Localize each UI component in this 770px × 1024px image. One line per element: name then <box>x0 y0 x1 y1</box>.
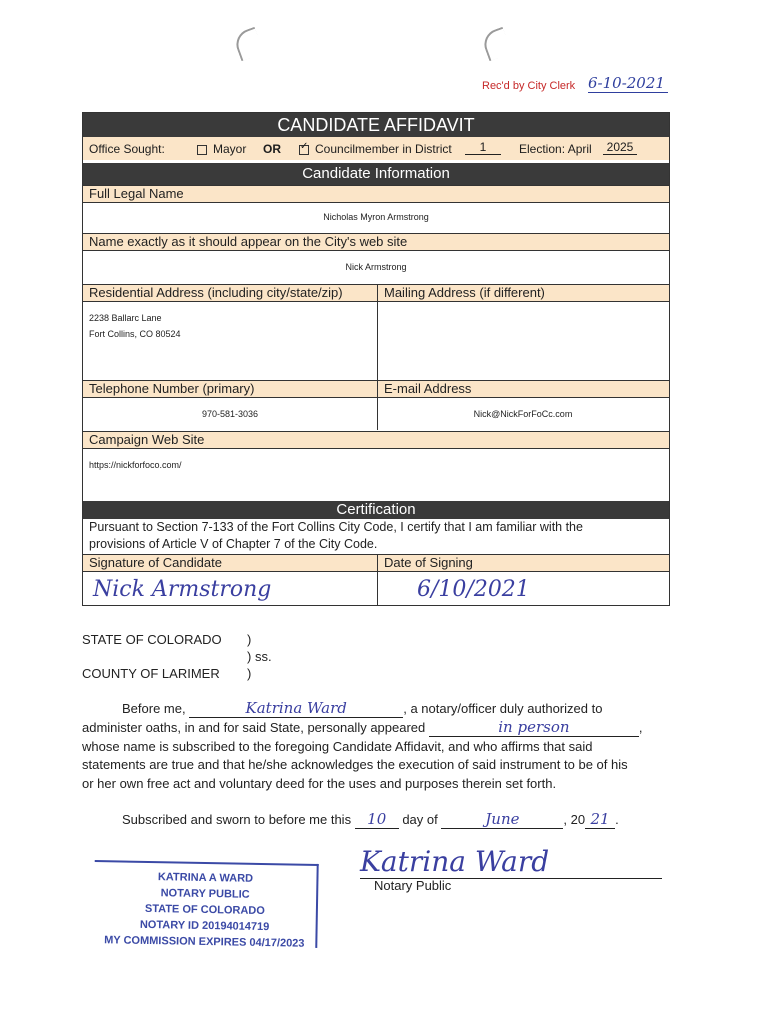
sworn-year[interactable]: 21 <box>585 810 615 829</box>
mailing-label: Mailing Address (if different) <box>384 285 545 300</box>
sworn-day[interactable]: 10 <box>355 810 399 829</box>
officer-name[interactable]: Katrina Ward <box>189 699 403 718</box>
councilmember-label: Councilmember in District <box>315 142 452 156</box>
stamp-line1: KATRINA A WARD <box>157 871 254 885</box>
county-line: COUNTY OF LARIMER <box>82 666 220 681</box>
office-sought-label: Office Sought: <box>89 142 165 156</box>
candidate-info-heading: Candidate Information <box>83 163 669 185</box>
mayor-option[interactable] <box>197 142 246 156</box>
residential-label: Residential Address (including city/state/zip) <box>89 285 343 300</box>
officer-text: , a notary/officer duly authorized to <box>403 701 603 716</box>
contact-header-row <box>83 380 669 398</box>
councilmember-option[interactable] <box>299 142 452 156</box>
appeared-line <box>82 718 643 737</box>
contact-divider <box>377 380 378 430</box>
notary-line3: whose name is subscribed to the foregoing Candidate Affidavit, and who affirms that said <box>82 739 593 754</box>
district-value[interactable]: 1 <box>465 140 501 155</box>
website-label: Campaign Web Site <box>83 431 669 449</box>
affidavit-form <box>82 112 670 606</box>
year-prefix: , 20 <box>563 812 586 827</box>
signing-date[interactable]: 6/10/2021 <box>417 577 530 602</box>
web-name-value[interactable]: Nick Armstrong <box>345 262 407 272</box>
phone-value[interactable]: 970-581-3036 <box>201 409 259 419</box>
stamp-line3: STATE OF COLORADO <box>144 902 265 918</box>
full-name-label: Full Legal Name <box>83 185 669 203</box>
signature-divider <box>377 554 378 605</box>
date-label: Date of Signing <box>384 555 473 570</box>
candidate-signature[interactable]: Nick Armstrong <box>93 577 272 602</box>
stamp-line4: NOTARY ID 20194014719 <box>139 918 270 934</box>
appeared-end: , <box>638 720 643 735</box>
ss-line: ) ss. <box>247 649 272 664</box>
certification-text-line2: provisions of Article V of Chapter 7 of the City Code. <box>89 537 378 551</box>
councilmember-checkbox[interactable] <box>299 145 309 155</box>
appeared-value[interactable]: in person <box>429 718 639 737</box>
residential-line2[interactable]: Fort Collins, CO 80524 <box>89 329 181 339</box>
election-label: Election: April <box>519 142 592 156</box>
punch-hole-right <box>480 27 512 62</box>
address-header-row <box>83 284 669 302</box>
paren-3: ) <box>247 666 252 681</box>
sworn-line <box>122 810 619 829</box>
certification-heading: Certification <box>83 501 669 519</box>
recd-date: 6-10-2021 <box>588 74 668 93</box>
notary-public-label: Notary Public <box>374 878 452 893</box>
punch-hole-left <box>232 27 264 62</box>
email-value[interactable]: Nick@NickForFoCc.com <box>473 409 573 419</box>
web-name-label: Name exactly as it should appear on the City's web site <box>83 233 669 251</box>
residential-line1[interactable]: 2238 Ballarc Lane <box>89 313 162 323</box>
before-me-line <box>122 699 602 718</box>
phone-label: Telephone Number (primary) <box>89 381 255 396</box>
notary-seal-stamp <box>93 860 318 948</box>
stamp-line2: NOTARY PUBLIC <box>160 887 250 901</box>
state-line: STATE OF COLORADO <box>82 632 222 647</box>
full-name-value[interactable]: Nicholas Myron Armstrong <box>323 212 429 222</box>
sworn-month[interactable]: June <box>441 810 563 829</box>
signature-label: Signature of Candidate <box>89 555 222 570</box>
website-value[interactable]: https://nickforfoco.com/ <box>89 460 182 470</box>
certification-text-line1: Pursuant to Section 7-133 of the Fort Collins City Code, I certify that I am familiar with the <box>89 520 583 534</box>
email-label: E-mail Address <box>384 381 472 396</box>
office-sought-row <box>83 137 669 160</box>
signature-header-row <box>83 554 669 572</box>
mayor-checkbox[interactable] <box>197 145 207 155</box>
notary-line5: or her own free act and voluntary deed for the uses and purposes therein set forth. <box>82 776 557 791</box>
recd-label: Rec'd by City Clerk <box>482 80 576 92</box>
form-title: CANDIDATE AFFIDAVIT <box>83 113 669 137</box>
address-divider <box>377 284 378 380</box>
year-end: . <box>615 812 619 827</box>
stamp-line5: MY COMMISSION EXPIRES 04/17/2023 <box>104 934 305 950</box>
day-of-label: day of <box>402 812 438 827</box>
mayor-label: Mayor <box>213 142 247 156</box>
notary-line4: statements are true and that he/she acknowledges the execution of said instrument to be of his <box>82 757 628 772</box>
sworn-label: Subscribed and sworn to before me this <box>122 812 352 827</box>
before-me-label: Before me, <box>122 701 186 716</box>
notary-signature[interactable]: Katrina Ward <box>360 845 662 879</box>
or-label: OR <box>263 142 281 156</box>
election-year[interactable]: 2025 <box>603 140 637 155</box>
appeared-label: administer oaths, in and for said State, personally appeared <box>82 720 426 735</box>
paren-1: ) <box>247 632 252 647</box>
